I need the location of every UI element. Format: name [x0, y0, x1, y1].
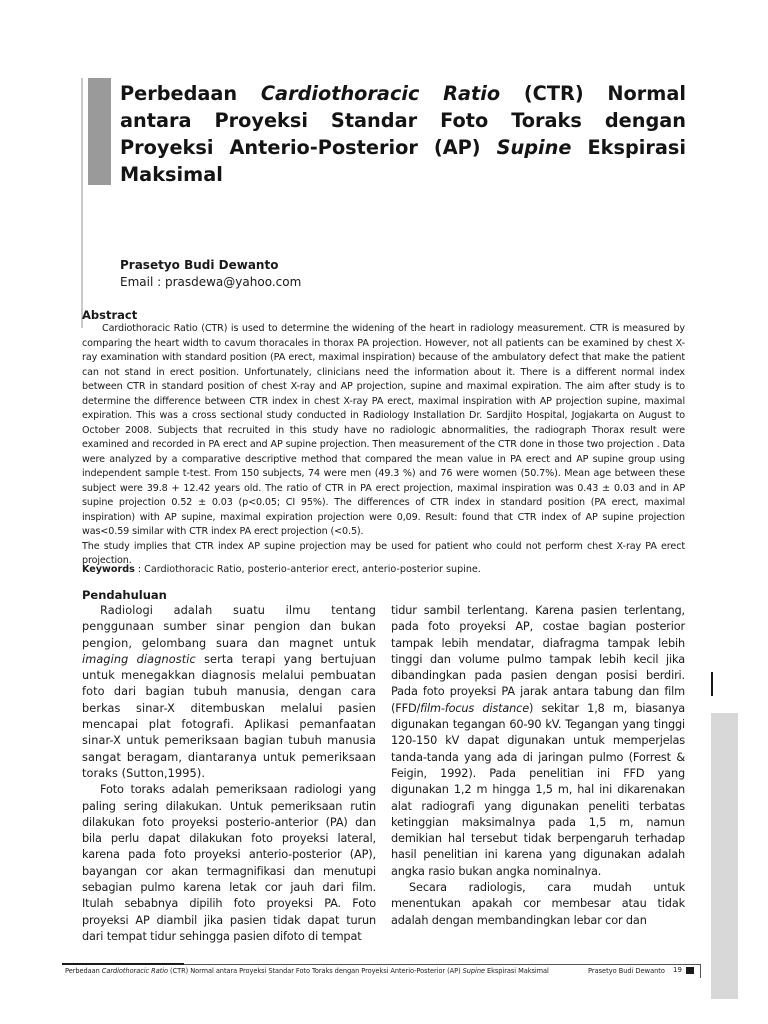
- margin-tick: [711, 672, 713, 696]
- keywords-text: : Cardiothoracic Ratio, posterio-anterior erect, anterio-posterior supine.: [134, 564, 481, 575]
- title-italic-term: Cardiothoracic Ratio: [260, 82, 501, 105]
- abstract-heading: Abstract: [82, 308, 138, 322]
- italic-term: imaging diagnostic: [82, 652, 196, 666]
- title-part: Perbedaan: [120, 82, 261, 105]
- footer-italic: Supine: [462, 967, 485, 975]
- footer-square-icon: [686, 967, 694, 974]
- abstract-paragraph: Cardiothoracic Ratio (CTR) is used to determine the widening of the heart in radiology measurement. CTR is measured by comparing the heart width to cavum thoracales in thorax PA projection. However, not all patients can be examined by chest X-ray examination with standard position (PA erect, maximal inspiration) because of the ambulatory defect that make the patient can not stand in erect position. Unfortunately, clinicians need the information about it. There is a different normal index between CTR in standard position of chest X-ray and AP projection, supine and maximal expiration. The aim after study is to determine the difference between CTR index in chest X-ray PA erect, maximal inspiration with AP projection supine, maximal expiration. This was a cross sectional study conducted in Radiology Installation Dr. Sardjito Hospital, Jogjakarta on August to October 2008. Subjects that recruited in this study have no radiologic abnormalities, the radiograph Thorax result were examined and recorded in PA erect and AP supine projection. Then measurement of the CTR done in those two projection . Data were analyzed by a comparative descriptive method that compared the mean value in PA erect and AP supine group using independent sample t-test. From 150 subjects, 74 were men (49.3 %) and 76 were women (50.7%). Mean age between these subject were 39.8 + 12.42 years old. The ratio of CTR in PA erect projection, maximal inspiration was 0.43 ± 0.03 and in AP supine projection 0.52 ± 0.03 (p<0.05; CI 95%). The differences of CTR index in standard position (PA erect, maximal inspiration) with AP supine, maximal expiration projection were 0,09. Result: found that CTR index of AP supine projection was<0.59 similar with CTR index PA erect projection (<0.5).: [82, 323, 685, 537]
- section-heading: Pendahuluan: [82, 588, 167, 602]
- keywords-label: Keywords: [82, 564, 135, 575]
- body-paragraph: Secara radiologis, cara mudah untuk menentukan apakah cor membesar atau tidak adalah dengan membandingkan lebar cor dan: [391, 881, 685, 927]
- title-accent-bar: [88, 78, 111, 185]
- footer-rule-accent: [62, 963, 184, 965]
- footer-italic: Cardiothoracic Ratio: [101, 967, 169, 975]
- footer-text: Perbedaan: [65, 967, 102, 975]
- body-paragraph: [391, 603, 685, 880]
- article-title: [120, 80, 686, 188]
- page-number: 19: [673, 966, 682, 974]
- footer-divider: [700, 964, 701, 978]
- keywords: [82, 563, 685, 577]
- body-paragraph: Foto toraks adalah pemeriksaan radiologi yang paling sering dilakukan. Untuk pemeriksaan rutin dilakukan foto proyeksi posterio-anterior (PA) dan bila perlu dapat dilakukan foto proyeksi lateral, karena pada foto proyeksi anterio-posterior (AP), bayangan cor akan termagnifikasi dan menutupi sebagian pulmo karena letak cor jauh dari film. Itulah sebabnya dipilih foto proyeksi PA. Foto proyeksi AP diambil jika pasien tidak dapat turun dari tempat tidur sehingga pasien difoto di tempat: [82, 783, 376, 943]
- body-column-right: [391, 603, 685, 929]
- abstract-body: [82, 322, 685, 569]
- footer-text: Ekspirasi Maksimal: [484, 967, 549, 975]
- paragraph-text: ) sekitar 1,8 m, biasanya digunakan tegangan 60-90 kV. Tegangan yang tinggi 120-150 kV dapat digunakan untuk memperjelas tanda-tanda yang ada di jaringan pulmo (Forrest & Feigin, 1992). Pada penelitian ini FFD yang digunakan 1,2 m hingga 1,5 m, hal ini dikarenakan alat radiografi yang digunakan peneliti terbatas ketinggian maksimalnya pada 1,5 m, namun demikian hal tersebut tidak berpengaruh terhadap hasil penelitian ini karena yang digunakan adalah angka rasio bukan angka nominalnya.: [391, 701, 685, 878]
- italic-term: film-focus distance: [420, 701, 530, 715]
- footer-text: (CTR) Normal antara Proyeksi Standar Foto Toraks dengan Proyeksi Anterio-Posterior (AP): [168, 967, 463, 975]
- author-name: Prasetyo Budi Dewanto: [120, 258, 279, 272]
- title-italic-supine: Supine: [496, 136, 572, 159]
- footer-running-title: [65, 967, 549, 975]
- paragraph-text: serta terapi yang bertujuan untuk menegakkan diagnosis melalui pembuatan foto dari bagian tubuh manusia, dengan cara berkas sinar-X ditembuskan melalui pasien mencapai plat fotografi. Aplikasi pemanfaatan sinar-X untuk pemeriksaan bagian tubuh manusia sangat beragam, diantaranya untuk pemeriksaan toraks (Sutton,1995).: [82, 652, 376, 780]
- body-column-left: [82, 587, 376, 945]
- abstract-paragraph: The study implies that CTR index AP supine projection may be used for patient who could not perform chest X-ray PA erect projection.: [82, 540, 685, 566]
- paragraph-text: tidur sambil terlentang. Karena pasien terlentang, pada foto proyeksi AP, costae bagian posterior tampak lebih mendatar, diafragma tampak lebih tinggi dan volume pulmo tampak lebih kecil jika dibandingkan pada pasien dengan posisi berdiri. Pada foto proyeksi PA jarak antara tabung dan film (FFD/: [391, 604, 685, 715]
- title-part: Ekspirasi Maksimal: [120, 136, 686, 186]
- page-edge-tab: [711, 713, 738, 999]
- footer-author: Prasetyo Budi Dewanto: [588, 967, 665, 975]
- left-accent-line: [81, 78, 83, 328]
- title-part: (CTR) Normal antara Proyeksi Standar Foto Toraks dengan Proyeksi Anterio-Posterior (AP): [120, 82, 686, 159]
- body-paragraph: [82, 603, 376, 782]
- author-email: Email : prasdewa@yahoo.com: [120, 275, 302, 289]
- paragraph-text: Radiologi adalah suatu ilmu tentang penggunaan sumber sinar pengion dan bukan pengion, gelombang suara dan magnet untuk: [82, 604, 376, 650]
